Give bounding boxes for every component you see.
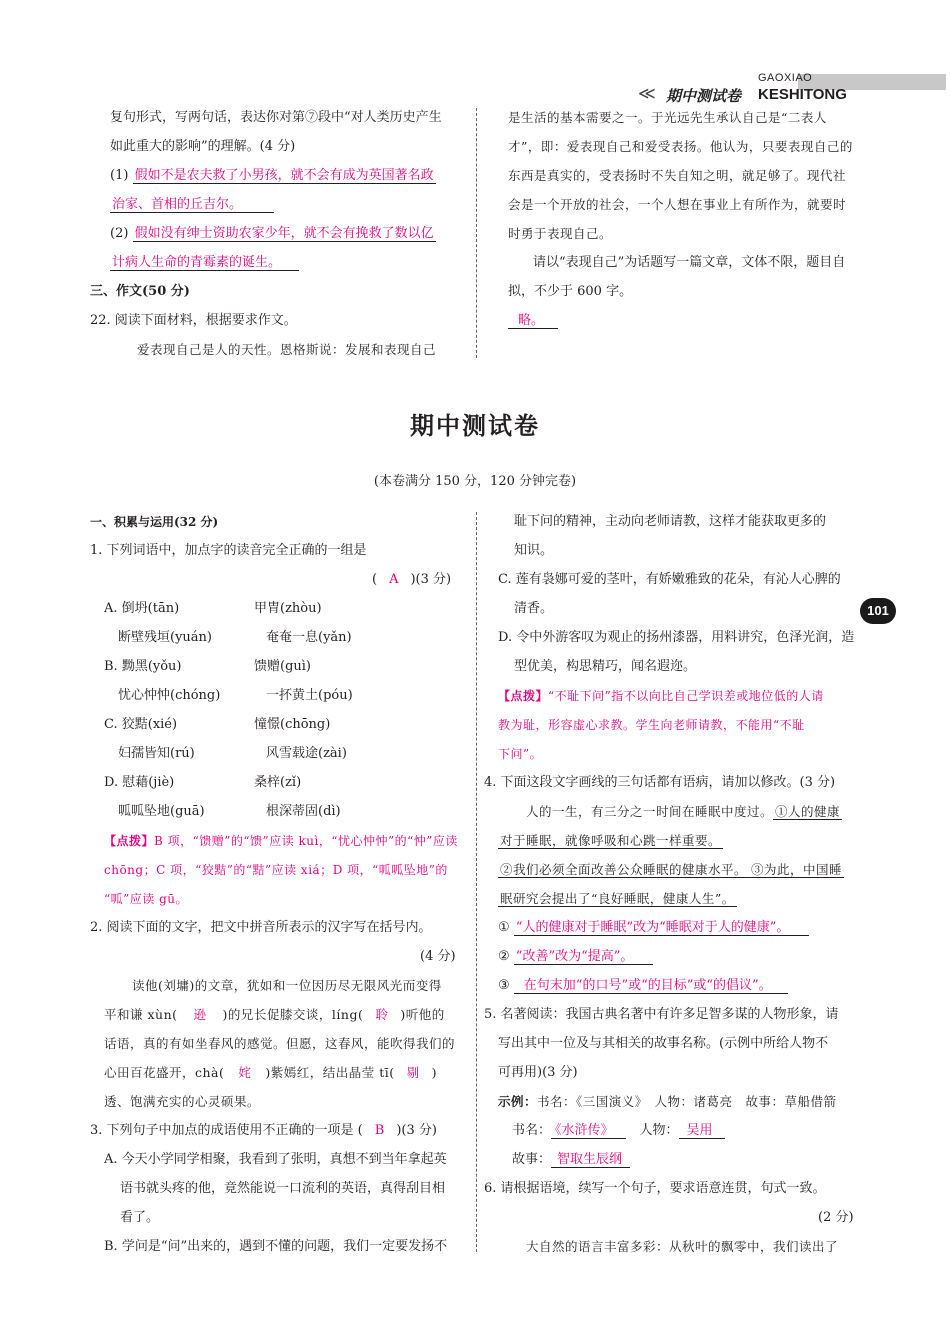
essay-prompt: 拟，不少于 600 字。 <box>508 284 633 299</box>
option: 桑梓(zǐ) <box>254 775 302 790</box>
passage-text: ) <box>431 1065 438 1080</box>
tip-line: 教为耻，形容虚心求教。学生向老师请教，不能用“不耻 <box>498 718 805 732</box>
example-tag: 示例： <box>498 1094 538 1109</box>
bottom-column-divider <box>476 512 477 1252</box>
underlined-sentence: 对于睡眠，就像呼吸和心跳一样重要。 <box>500 833 722 848</box>
option-row <box>104 659 311 675</box>
option: 憧憬(chōng) <box>254 717 331 732</box>
option-row <box>104 601 322 617</box>
header-chevron-icon: ≪ <box>638 84 656 104</box>
text-line: 复句形式，写两句话，表达你对第⑦段中“对人类历史产生 <box>110 110 442 125</box>
example-line <box>498 1094 837 1110</box>
question-3 <box>90 1123 437 1139</box>
answer-4-2 <box>498 949 653 965</box>
score: )(3 分) <box>410 572 452 587</box>
essay-answer <box>508 313 558 329</box>
score: )(3 分) <box>396 1123 437 1138</box>
passage-text: )听他的 <box>400 1007 445 1022</box>
option: C. 狡黠(xié) <box>104 717 178 732</box>
option-row <box>104 717 330 733</box>
header-brand: KESHITONG <box>758 86 847 103</box>
option-line: D. 令中外游客叹为观止的扬州漆器，用料讲究，色泽光润，造 <box>498 630 855 645</box>
header-small-text: GAOXIAO <box>758 72 813 84</box>
tip-line: chōng；C 项，“狡黠”的“黠”应读 xiá；D 项，“呱呱坠地”的 <box>104 863 448 877</box>
answer-number: (1) <box>110 168 129 183</box>
option: 风雪载途(zài) <box>266 746 347 761</box>
passage-line <box>104 1065 437 1081</box>
option-line: 清香。 <box>514 601 554 616</box>
passage-line: 读他(刘墉)的文章，犹如和一位因历尽无限风光而变得 <box>132 978 442 993</box>
answer-text: 计病人生命的青霉素的诞生。 <box>110 255 299 271</box>
question-22: 22. 阅读下面材料，根据要求作文。 <box>90 313 297 328</box>
question-5: 写出其中一位及与其相关的故事名称。(示例中所给人物不 <box>498 1036 829 1051</box>
answer-1 <box>110 168 436 184</box>
question-5: 5. 名著阅读：我国古典名著中有许多足智多谋的人物形象，请 <box>484 1007 839 1022</box>
answer-text: 姹 <box>238 1065 252 1080</box>
passage-line <box>104 1007 445 1023</box>
answer-text: 剔 <box>406 1065 420 1080</box>
answer-number: (2) <box>110 226 129 241</box>
passage-text: 人的一生，有三分之一时间在睡眠中度过。 <box>526 804 774 819</box>
question-text: 3. 下列句子中加点的成语使用不正确的一项是 ( <box>90 1123 363 1138</box>
passage-text: 平和谦 xùn( <box>104 1007 178 1022</box>
header-label: 期中测试卷 <box>666 87 742 105</box>
passage-line: 透、饱满充实的心灵硕果。 <box>104 1094 261 1109</box>
answer-2-cont <box>110 255 299 271</box>
page-number-badge: 101 <box>860 598 896 624</box>
section-heading: 三、作文(50 分) <box>90 284 190 299</box>
answer-text: B <box>374 1123 385 1138</box>
passage-text: 心田百花盛开，chà( <box>104 1065 225 1080</box>
answer-text: 聆 <box>375 1007 389 1022</box>
passage-text: )紫嫣红，结出晶莹 tī( <box>265 1065 395 1080</box>
passage-line <box>498 891 737 907</box>
underlined-sentence: ②我们必须全面改善公众睡眠的健康水平。 <box>500 862 748 877</box>
option: B. 黝黑(yǒu) <box>104 659 182 674</box>
answer-text: A <box>389 572 399 587</box>
passage-line: 话语，真的有如坐春风的感觉。但愿，这春风，能吹得我们的 <box>104 1036 456 1051</box>
answer-text: “改善”改为“提高”。 <box>514 949 654 965</box>
question-6: 6. 请根据语境，续写一个句子，要求语意连贯，句式一致。 <box>484 1181 826 1196</box>
answer-text: 吴用 <box>679 1123 725 1139</box>
field-label: 人物： <box>639 1123 679 1138</box>
question-2-score: (4 分) <box>420 949 456 964</box>
tip-text: “不耻下问”指不以向比自己学识差或地位低的人请 <box>548 689 824 703</box>
question-1-answer <box>372 572 451 588</box>
answer-5-book <box>512 1123 725 1139</box>
answer-4-3 <box>498 978 788 994</box>
answer-1-cont <box>110 197 274 213</box>
example-text: 书名：《三国演义》 人物：诸葛亮 故事：草船借箭 <box>537 1094 837 1109</box>
passage-line <box>498 833 723 849</box>
option: A. 倒坍(tān) <box>104 601 180 616</box>
answer-text: 逊 <box>193 1007 207 1022</box>
underlined-sentence: 眠研究会提出了“良好睡眠，健康人生”。 <box>500 891 735 906</box>
material-text: 时勇于表现自己。 <box>508 226 613 241</box>
question-2: 2. 阅读下面的文字，把文中拼音所表示的汉字写在括号内。 <box>90 920 432 935</box>
answer-text: 智取生辰纲 <box>551 1152 630 1168</box>
option: 甲胄(zhòu) <box>254 601 322 616</box>
question-1: 1. 下列词语中，加点字的读音完全正确的一组是 <box>90 543 367 558</box>
option-line: 知识。 <box>514 543 554 558</box>
option-line: 型优美，构思精巧，闻名遐迩。 <box>514 659 697 674</box>
answer-number: ① <box>498 920 510 935</box>
tip-text: B 项，“馈赠”的“馈”应读 kuì，“忧心忡忡”的“忡”应读 <box>154 834 458 848</box>
answer-2 <box>110 226 436 242</box>
option: D. 慰藉(jiè) <box>104 775 175 790</box>
section-heading: 一、积累与运用(32 分) <box>90 515 219 529</box>
passage-line <box>498 862 844 878</box>
answer-text: 假如没有绅士资助农家少年，就不会有挽救了数以亿 <box>134 226 434 241</box>
page-subtitle: (本卷满分 150 分，120 分钟完卷) <box>373 474 577 489</box>
paren: ( <box>372 572 378 587</box>
tip-line: 下问”。 <box>498 747 543 761</box>
answer-text: 在句末加“的口号”或“的目标”或“的倡议”。 <box>514 978 788 994</box>
option: 馈赠(guì) <box>254 659 311 674</box>
answer-5-story <box>512 1152 630 1168</box>
tip-line <box>498 688 824 704</box>
option-row <box>118 688 353 704</box>
option: 妇孺皆知(rú) <box>118 746 195 761</box>
option-line: B. 学问是“问”出来的，遇到不懂的问题，我们一定要发扬不 <box>104 1239 448 1254</box>
tip-line <box>104 833 458 849</box>
option: 忧心忡忡(chóng) <box>118 688 221 703</box>
essay-prompt: 请以“表现自己”为话题写一篇文章，文体不限，题目自 <box>533 255 846 270</box>
option-row <box>104 775 301 791</box>
answer-text: 《水浒传》 <box>551 1123 626 1139</box>
question-4: 4. 下面这段文字画线的三句话都有语病，请加以修改。(3 分) <box>484 775 836 790</box>
tip-tag: 【点拨】 <box>498 689 549 703</box>
question-5: 可再用)(3 分) <box>498 1065 578 1080</box>
option-line: C. 莲有袅娜可爱的茎叶，有娇嫩雅致的花朵，有沁人心脾的 <box>498 572 841 587</box>
material-text: 才”，即：爱表现自己和爱受表扬。他认为，只要表现自己的 <box>508 139 853 154</box>
passage-line <box>526 804 842 820</box>
answer-text: 略。 <box>508 313 558 329</box>
option: 呱呱坠地(guā) <box>118 804 205 819</box>
tip-tag: 【点拨】 <box>104 834 155 848</box>
option: 一抔黄土(póu) <box>266 688 353 703</box>
passage-line: 大自然的语言丰富多彩：从秋叶的飘零中，我们读出了 <box>526 1239 839 1254</box>
answer-text: 治家、首相的丘吉尔。 <box>110 197 274 213</box>
material-text: 是生活的基本需要之一。于光远先生承认自己是“二表人 <box>508 110 827 125</box>
underlined-sentence: ①人的健康 <box>775 804 841 819</box>
passage-text: )的兄长促膝交谈，líng( <box>222 1007 364 1022</box>
page-title: 期中测试卷 <box>410 411 540 440</box>
top-column-divider <box>476 108 477 358</box>
answer-text: “人的健康对于睡眠”改为“睡眠对于人的健康”。 <box>514 920 810 936</box>
answer-number: ② <box>498 949 510 964</box>
underlined-sentence: ③为此，中国睡 <box>751 862 843 877</box>
option-line: 看了。 <box>120 1210 160 1225</box>
material-text: 会是一个开放的社会，一个人想在事业上有所作为，就要时 <box>508 197 847 212</box>
material-text: 东西是真实的，受表扬时不失自知之明，就足够了。现代社 <box>508 168 847 183</box>
material-text: 爱表现自己是人的天性。恩格斯说：发展和表现自己 <box>137 342 437 357</box>
option-line: A. 今天小学同学相聚，我看到了张明，真想不到当年拿起英 <box>104 1152 447 1167</box>
tip-line: “呱”应读 gū。 <box>104 892 188 906</box>
option: 根深蒂固(dì) <box>266 804 341 819</box>
option: 断壁残垣(yuán) <box>118 630 212 645</box>
question-6-score: (2 分) <box>818 1210 854 1225</box>
option-row <box>118 630 352 646</box>
option: 奄奄一息(yǎn) <box>266 630 352 645</box>
answer-4-1 <box>498 920 809 936</box>
field-label: 书名： <box>512 1123 552 1138</box>
option-line: 耻下问的精神，主动向老师请教，这样才能获取更多的 <box>514 514 827 529</box>
option-row <box>118 746 347 762</box>
option-line: 语书就头疼的他，竟然能说一口流利的英语，真得刮目相 <box>120 1181 446 1196</box>
option-row <box>118 804 341 820</box>
answer-text: 假如不是农夫救了小男孩，就不会有成为英国著名政 <box>134 168 434 183</box>
answer-number: ③ <box>498 978 510 993</box>
text-line: 如此重大的影响”的理解。(4 分) <box>110 139 296 154</box>
field-label: 故事： <box>512 1152 552 1167</box>
